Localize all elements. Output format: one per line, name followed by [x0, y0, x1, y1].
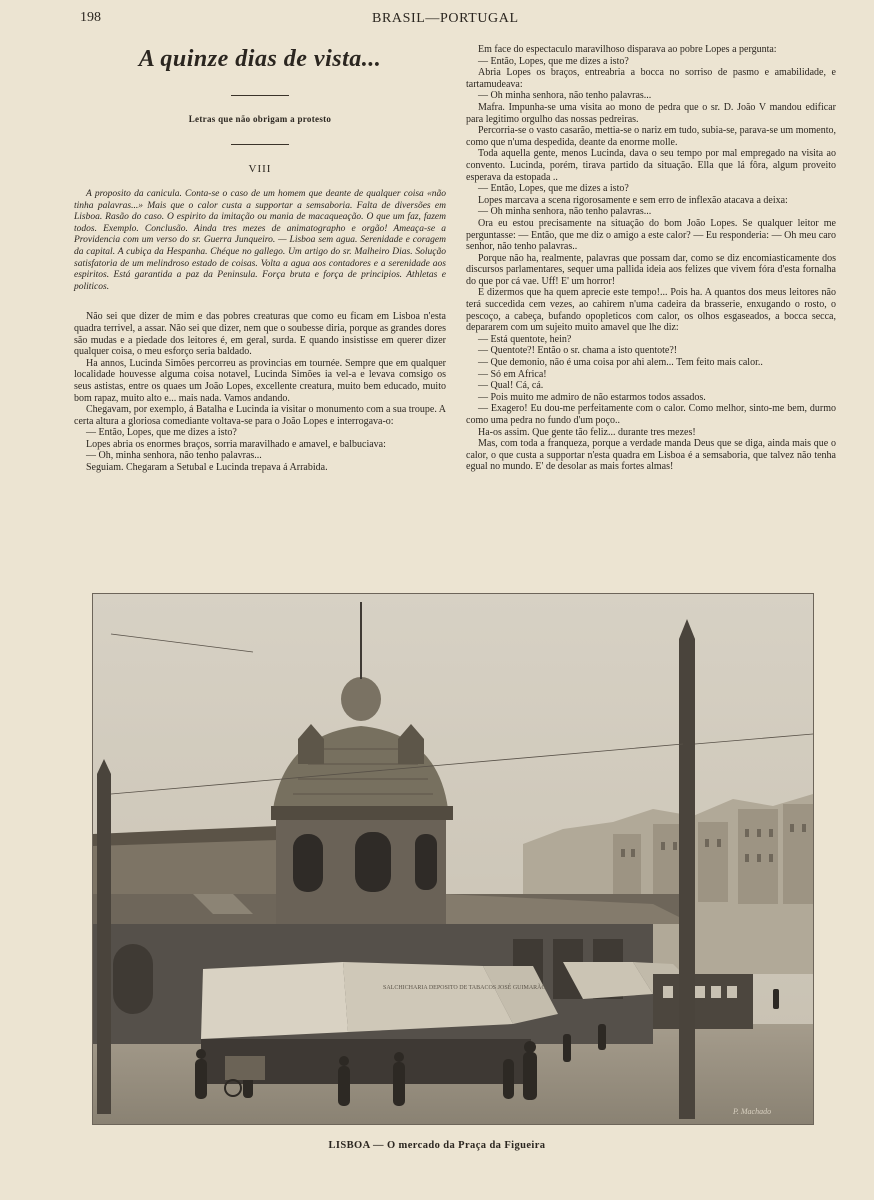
paragraph: Ha-os assim. Que gente tão feliz... durante tres mezes!: [478, 426, 696, 438]
market-photograph: [92, 593, 814, 1125]
paragraph: Percorria-se o vasto casarão, mettia-se o nariz em tudo, subia-se, parava-se um momento, como que n'uma despedida, deante da enorme molle.: [466, 125, 836, 148]
paragraph: Ha annos, Lucinda Simões percorreu as provincias em tournée. Sempre que em qualquer localidade houvesse alguma coisa notavel, Lucinda Simões ia vel-a e levava comsigo os seus astistas, entre os quaes um João Lopes, excellente creatura, muito bem educado, muito bom rapaz, muito alto e... mais nada. Vamos andando.: [74, 357, 446, 404]
paragraph: — Qual! Cá, cá.: [478, 380, 544, 392]
left-body-text: [74, 311, 446, 473]
paragraph: — Pois muito me admiro de não estarmos todos assados.: [478, 391, 706, 403]
paragraph: Ora eu estou precisamente na situação do bom João Lopes. Se qualquer leitor me perguntasse: — Então, que me diz o amigo a este calor? — Eu responderia: — Oh meu caro senhor, não tenho palavras..: [466, 217, 836, 253]
paragraph: Lopes marcava a scena rigorosamente e sem erro de inflexão atacava a deixa:: [478, 194, 788, 206]
title-rule: [231, 95, 289, 96]
chapter-summary: A proposito da canicula. Conta-se o caso de um homem que deante de qualquer coisa «não tinha palavras...» Mais que o calor custa a supportar a semsaboria. Falta de diversões em Lisboa. Rasão do caso. O espirito da imitação ou mania de macaqueação. O que um faz, fazem todos. Exemplo. Conclusão. Ainda tres mezes de animatographo e orgão! Ameaça-se a Providencia com um verso do sr. Guerra Junqueiro. — Lisboa sem agua. Serenidade e coragem da capital. A cubiça da Hespanha. Chéque no gallego. Um artigo do sr. Malheiro Dias. Solução satisfatoria de um melindroso estado de coisas. Volta a agua aos contadores e a serenidade aos espiritos. Está garantida a paz da Peninsula. Força bruta e força de principios. Athletas e politicos.: [74, 189, 446, 292]
paragraph: Mas, com toda a franqueza, porque a verdade manda Deus que se diga, ainda mais que o calor, o que custa a supportar n'esta quadra em Lisboa é a semsaboria, que talvez não tenha egual no mundo. E' de desolar as mais fortes almas!: [466, 438, 836, 473]
paragraph: Abria Lopes os braços, entreabria a bocca no sorriso de pasmo e amabilidade, e tartamudeava:: [466, 67, 836, 90]
paragraph: Lopes abria os enormes braços, sorria maravilhado e amavel, e balbuciava:: [86, 438, 386, 450]
paragraph: E dizermos que ha quem aprecie este tempo!... Pois ha. A quantos dos meus leitores não terá succedida cem vezes, ao cahirem n'uma cadeira da brasserie, enxugando o rosto, o pescoço, a cabeça, bufando opopleticos com calor, os olhos esgaseados, a bocca secca, depararem com um sujeito muito amavel que lhe diz:: [466, 287, 836, 334]
paragraph: — Quentote?! Então o sr. chama a isto quentote?!: [478, 345, 678, 357]
photographer-signature: P. Machado: [733, 1107, 772, 1116]
paragraph: Toda aquella gente, menos Lucinda, dava o seu tempo por mal empregado na visita ao convento. Lucinda, porém, tirava partido da situação. Ella que lá fôra, algum proveito esperava da estopada ..: [466, 148, 836, 183]
paragraph: — Exagero! Eu dou-me perfeitamente com o calor. Como melhor, sinto-me bem, durmo como uma pedra no fundo d'um poço..: [466, 403, 836, 426]
paragraph: — Oh, minha senhora, não tenho palavras...: [86, 450, 262, 462]
page-header: [0, 10, 874, 30]
paragraph: Não sei que dizer de mim e das pobres creaturas que como eu ficam em Lisboa n'esta quadra terrivel, a assar. Não sei que dizer, nem que o soubesse diria, porque as grandes dores são mudas e a piedade dos leitores é, em geral, surda. E quando insistisse em querer dizer qualquer coisa, o meu esforço seria baldado.: [74, 311, 446, 358]
paragraph: Porque não ha, realmente, palavras que possam dar, como se diz encomiasticamente dos discursos parlamentares, sequer uma pallida ideia aos felizes que vivem fóra d'esta fornalha do que por cá vae. Uff! E' um horror!: [466, 252, 836, 287]
awning-sign: SALCHICHARIA DEPOSITO DE TABACOS JOSÉ GUIMARÃO: [383, 985, 546, 991]
article-title: A quinze dias de vista...: [138, 46, 382, 72]
market-photograph-drawing: [93, 594, 813, 1124]
paragraph: Chegavam, por exemplo, á Batalha e Lucinda ia visitar o monumento com a sua troupe. A certa altura a gloriosa comediante voltava-se para o João Lopes e interrogava-o:: [74, 404, 446, 427]
subtitle-rule: [231, 144, 289, 145]
paragraph: — Oh minha senhora, não tenho palavras...: [478, 90, 652, 102]
paragraph: Seguiam. Chegaram a Setubal e Lucinda trepava á Arrabida.: [86, 462, 328, 474]
paragraph: Em face do espectaculo maravilhoso disparava ao pobre Lopes a pergunta:: [478, 44, 777, 55]
left-column: [74, 44, 446, 474]
paragraph: — Que demonio, não é uma coisa por ahi alem... Tem feito mais calor..: [478, 357, 763, 369]
paragraph: — Oh minha senhora, não tenho palavras...: [478, 206, 652, 218]
right-column: [466, 44, 836, 473]
paragraph: — Está quentote, hein?: [478, 333, 572, 345]
paragraph: — Então, Lopes, que me dizes a isto?: [478, 55, 629, 67]
article-subtitle: Letras que não obrigam a protesto: [188, 114, 332, 124]
paragraph: Mafra. Impunha-se uma visita ao mono de pedra que o sr. D. João V mandou edificar para legitimo orgulho das nossas pedreiras.: [466, 101, 836, 125]
photo-caption: LISBOA — O mercado da Praça da Figueira: [328, 1140, 546, 1151]
paragraph: — Então, Lopes, que me dizes a isto?: [86, 427, 237, 439]
page-number: 198: [80, 10, 101, 25]
paragraph: — Só em Africa!: [478, 368, 547, 380]
running-head: BRASIL—PORTUGAL: [372, 11, 519, 26]
chapter-number: VIII: [248, 163, 272, 175]
paragraph: — Então, Lopes, que me dizes a isto?: [478, 183, 629, 195]
